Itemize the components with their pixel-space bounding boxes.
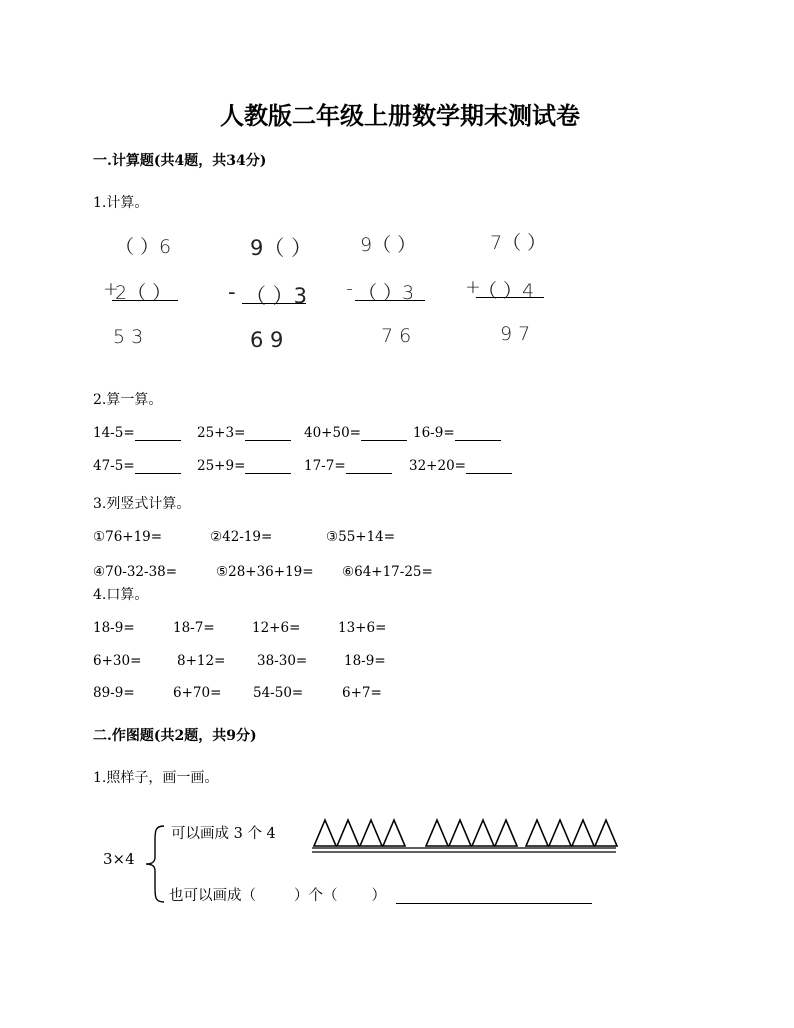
question-label-2-1: 1.照样子，画一画。 [93, 770, 219, 786]
answer-blank[interactable] [361, 426, 407, 441]
calc-expression: 25+3= [197, 425, 246, 441]
mental-calc-item: 89-9= [93, 685, 135, 701]
calc-item [304, 425, 407, 441]
calc-item [93, 458, 181, 474]
problem-top: 9（ ） [250, 236, 313, 260]
mental-calc-item: 38-30= [257, 653, 308, 669]
calc-expression: 47-5= [93, 458, 135, 474]
mental-calc-item: 18-9= [93, 620, 135, 636]
page-title: 人教版二年级上册数学期末测试卷 [220, 101, 580, 130]
multiplication-expression: 3×4 [103, 850, 135, 868]
problem-top: 7（ ） [490, 232, 547, 254]
vertical-calc-item: ④70-32-38= [93, 564, 178, 580]
triangle-icon [449, 820, 471, 846]
question-label-1-2: 2.算一算。 [93, 392, 163, 408]
triangle-icon [526, 820, 548, 846]
problem-result: 6 9 [250, 328, 284, 352]
triangle-icon [549, 820, 571, 846]
option-line-1: 可以画成 3 个 4 [171, 826, 276, 842]
calc-expression: 14-5= [93, 425, 135, 441]
problem-top: （ ）6 [115, 236, 172, 258]
vertical-calc-item: ⑤28+36+19= [216, 564, 314, 580]
mental-calc-item: 8+12= [177, 653, 226, 669]
triangle-icon [472, 820, 494, 846]
vertical-calc-item: ①76+19= [93, 529, 163, 545]
curly-brace-icon [142, 823, 168, 905]
calc-item [413, 425, 501, 441]
problem-top: 9（ ） [360, 234, 417, 256]
vertical-calc-item: ②42-19= [210, 529, 273, 545]
mental-calc-item: 6+70= [173, 685, 222, 701]
mental-calc-item: 6+30= [93, 653, 142, 669]
triangle-icon [383, 820, 405, 846]
answer-blank[interactable] [346, 459, 392, 474]
calc-item [304, 458, 392, 474]
sum-line [112, 300, 178, 301]
question-label-1-1: 1.计算。 [93, 195, 149, 211]
mental-calc-item: 6+7= [342, 685, 382, 701]
mental-calc-item: 18-7= [173, 620, 215, 636]
calc-expression: 32+20= [409, 458, 466, 474]
problem-operator: - [346, 278, 353, 300]
answer-blank[interactable] [466, 459, 512, 474]
answer-blank[interactable] [135, 426, 181, 441]
vertical-calc-item: ⑥64+17-25= [342, 564, 433, 580]
problem-middle: 2（ ） [115, 282, 172, 304]
calc-expression: 17-7= [304, 458, 346, 474]
problem-middle: （ ）3 [245, 284, 308, 308]
mental-calc-item: 13+6= [338, 620, 387, 636]
problem-operator: - [228, 280, 236, 304]
calc-expression: 40+50= [304, 425, 361, 441]
answer-blank[interactable] [455, 426, 501, 441]
calc-item [197, 425, 291, 441]
section-heading-1: 一.计算题(共4题，共34分) [93, 153, 267, 169]
problem-middle: （ ）4 [478, 280, 535, 302]
option-line-2-end: ） [371, 888, 386, 904]
question-label-1-3: 3.列竖式计算。 [93, 496, 191, 512]
problem-operator: + [465, 276, 481, 298]
vertical-calc-item: ③55+14= [326, 529, 396, 545]
triangle-icon [360, 820, 382, 846]
answer-blank[interactable] [245, 459, 291, 474]
problem-result: 7 6 [381, 325, 412, 347]
triangle-icon [572, 820, 594, 846]
calc-expression: 16-9= [413, 425, 455, 441]
triangle-icon [314, 820, 336, 846]
mental-calc-item: 18-9= [344, 653, 386, 669]
option-line-2-start: 也可以画成（ [169, 888, 256, 904]
mental-calc-item: 12+6= [252, 620, 301, 636]
calc-item [197, 458, 291, 474]
option-line-2 [169, 884, 386, 905]
question-label-1-4: 4.口算。 [93, 587, 149, 603]
triangle-icon [426, 820, 448, 846]
problem-operator: + [103, 278, 119, 300]
mental-calc-item: 54-50= [253, 685, 304, 701]
option-line-2-mid: ）个（ [294, 888, 338, 904]
problem-result: 5 3 [113, 326, 144, 348]
sum-line [355, 300, 425, 301]
triangle-icon [595, 820, 617, 846]
calc-expression: 25+9= [197, 458, 246, 474]
problem-result: 9 7 [500, 323, 531, 345]
section-heading-2: 二.作图题(共2题，共9分) [93, 728, 257, 744]
answer-blank[interactable] [245, 426, 291, 441]
sum-line [476, 297, 544, 298]
calc-item [409, 458, 512, 474]
calc-item [93, 425, 181, 441]
answer-drawing-line[interactable] [396, 903, 592, 904]
triangle-icon [337, 820, 359, 846]
problem-middle: （ ）3 [358, 282, 415, 304]
triangle-icon [495, 820, 517, 846]
triangle-groups [310, 814, 620, 856]
sum-line [242, 303, 306, 304]
answer-blank[interactable] [135, 459, 181, 474]
